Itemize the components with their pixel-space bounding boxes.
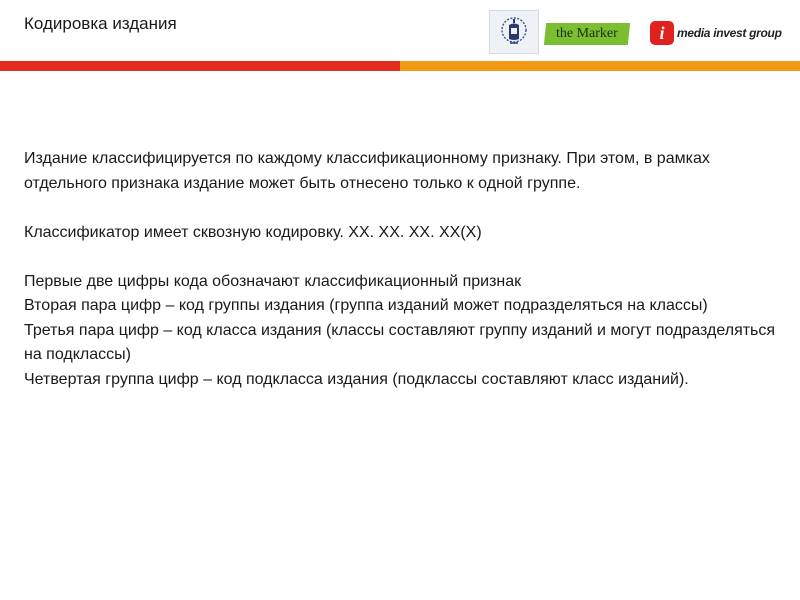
media-invest-group-logo (650, 20, 782, 46)
mig-logo-mark: i (650, 21, 674, 45)
crest-emblem-icon (499, 13, 529, 51)
the-marker-logo-text: the Marker (556, 26, 618, 41)
body-paragraph-1: Издание классифицируется по каждому классификационному признаку. При этом, в рамках отдельного признака издание может быть отнесено только к одной группе. (24, 150, 710, 192)
body-line-2: Вторая пара цифр – код группы издания (группа изданий может подразделяться на классы) (24, 297, 708, 314)
slide-body (24, 147, 776, 392)
body-line-4: Четвертая группа цифр – код подкласса издания (подклассы составляют класс изданий). (24, 370, 689, 388)
spacer (24, 245, 776, 270)
body-line-1: Первые две цифры кода обозначают классификационный признак (24, 272, 522, 290)
accent-bar-red (0, 61, 400, 71)
slide-title: Кодировка издания (24, 14, 177, 33)
body-paragraph-2: Классификатор имеет сквозную кодировку. ХХ. ХХ. ХХ. ХХ(Х) (24, 223, 482, 241)
mig-logo-text: media invest group (677, 26, 782, 40)
the-marker-logo (544, 23, 630, 45)
crest-logo (489, 10, 539, 54)
body-line-3: Третья пара цифр – код класса издания (классы составляют группу изданий и могут подразделяться на подклассы) (24, 321, 776, 363)
logos (0, 8, 800, 52)
accent-bar-orange (400, 61, 800, 71)
spacer (24, 196, 776, 221)
